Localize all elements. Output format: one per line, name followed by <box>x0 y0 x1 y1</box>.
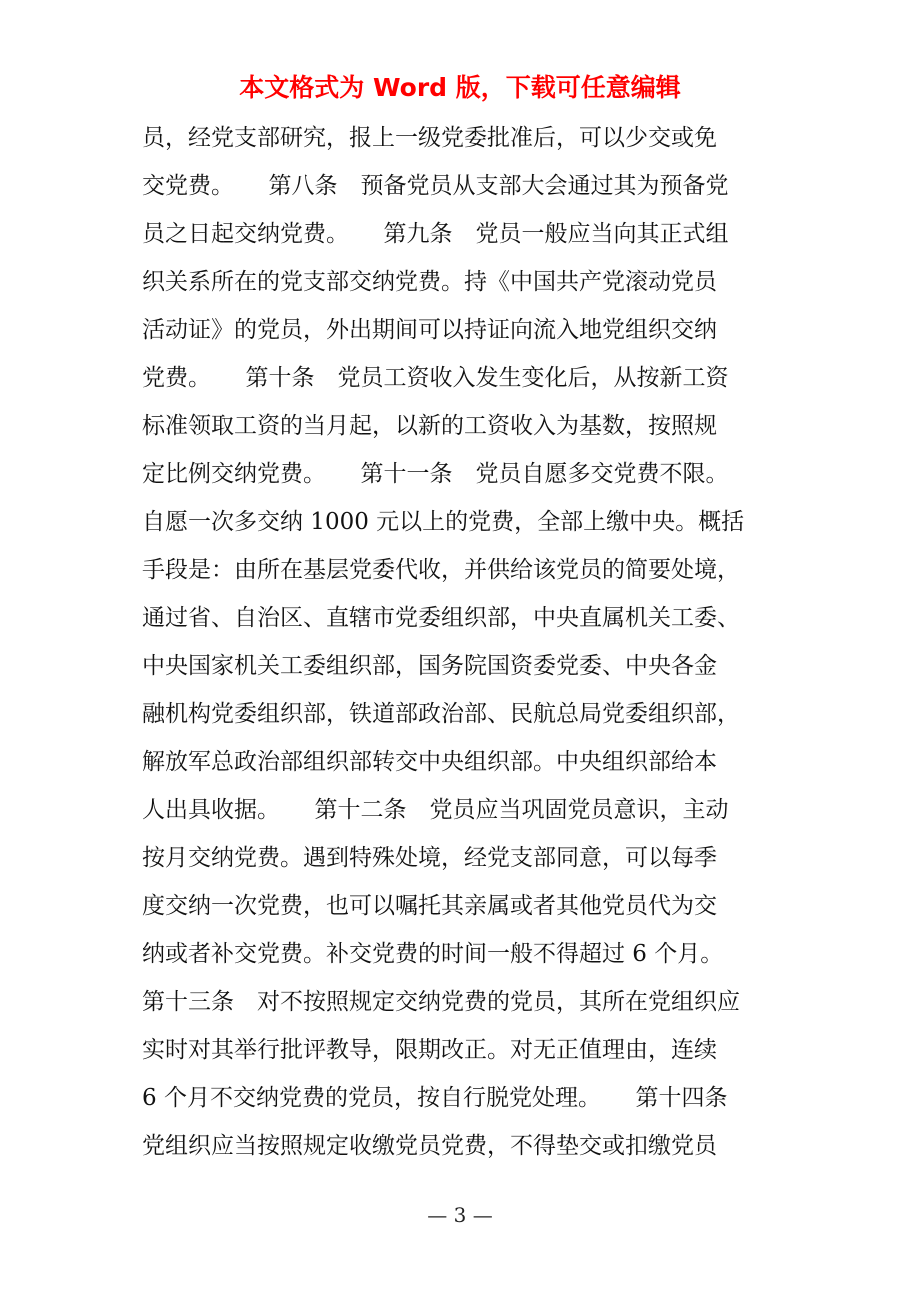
text-line: 手段是：由所在基层党委代收，并供给该党员的简要处境， <box>142 557 740 583</box>
text-line: 员之日起交纳党费。 第九条 党员一般应当向其正式组 <box>142 221 729 247</box>
text-line: 标准领取工资的当月起，以新的工资收入为基数，按照规 <box>142 413 717 439</box>
text-line: 定比例交纳党费。 第十一条 党员自愿多交党费不限。 <box>142 461 729 487</box>
text-line: 交党费。 第八条 预备党员从支部大会通过其为预备党 <box>142 173 729 199</box>
text-line: 通过省、自治区、直辖市党委组织部，中央直属机关工委、 <box>142 605 740 631</box>
text-line: 人出具收据。 第十二条 党员应当巩固党员意识，主动 <box>142 797 729 823</box>
text-line: 自愿一次多交纳 1000 元以上的党费，全部上缴中央。概括 <box>142 509 745 535</box>
text-line: 实时对其举行批评教导，限期改正。对无正值理由，连续 <box>142 1037 717 1063</box>
text-line: 6 个月不交纳党费的党员，按自行脱党处理。 第十四条 <box>142 1085 728 1111</box>
text-line: 织关系所在的党支部交纳党费。持《中国共产党滚动党员 <box>142 269 717 295</box>
text-line: 第十三条 对不按照规定交纳党费的党员，其所在党组织应 <box>142 989 740 1015</box>
text-line: 员，经党支部研究，报上一级党委批准后，可以少交或免 <box>142 125 717 151</box>
text-line: 度交纳一次党费，也可以嘱托其亲属或者其他党员代为交 <box>142 893 717 919</box>
text-line: 纳或者补交党费。补交党费的时间一般不得超过 6 个月。 <box>142 941 724 967</box>
page-number: — 3 — <box>427 1203 493 1227</box>
format-notice-banner: 本文格式为 Word 版，下载可任意编辑 <box>239 73 681 102</box>
text-line: 按月交纳党费。遇到特殊处境，经党支部同意，可以每季 <box>142 845 717 871</box>
text-line: 融机构党委组织部，铁道部政治部、民航总局党委组织部， <box>142 701 740 727</box>
body-text <box>142 114 792 1170</box>
text-line: 中央国家机关工委组织部，国务院国资委党委、中央各金 <box>142 653 717 679</box>
text-line: 活动证》的党员，外出期间可以持证向流入地党组织交纳 <box>142 317 717 343</box>
text-line: 党组织应当按照规定收缴党员党费，不得垫交或扣缴党员 <box>142 1133 717 1159</box>
text-line: 党费。 第十条 党员工资收入发生变化后，从按新工资 <box>142 365 729 391</box>
text-line: 解放军总政治部组织部转交中央组织部。中央组织部给本 <box>142 749 717 775</box>
